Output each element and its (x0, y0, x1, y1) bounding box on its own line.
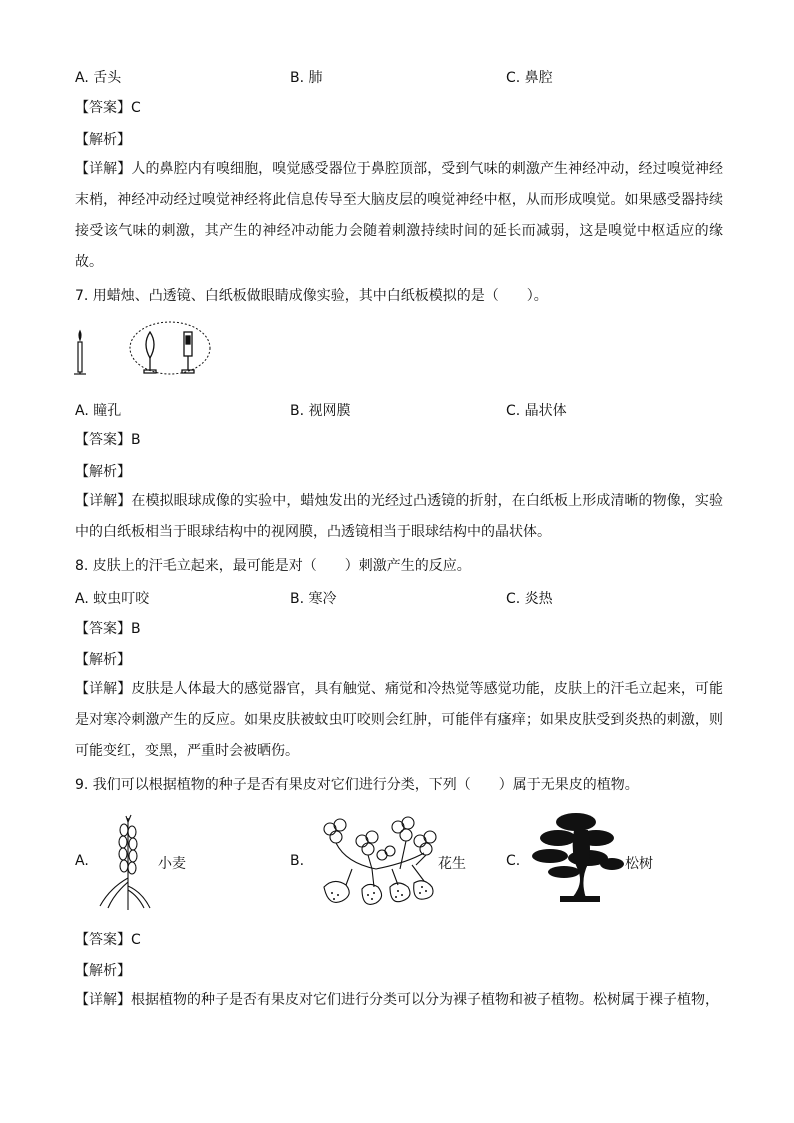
q9-option-b-name: 花生 (438, 856, 466, 872)
q8-option-a: A. 蚊虫叮咬 (75, 591, 150, 607)
pine-tree-icon (530, 808, 626, 908)
peanut-plant-icon (312, 815, 440, 911)
q6-detail: 【详解】人的鼻腔内有嗅细胞，嗅觉感受器位于鼻腔顶部，受到气味的刺激产生神经冲动，经过嗅觉神经末梢，神经冲动经过嗅觉神经将此信息传导至大脑皮层的嗅觉神经中枢，从而形成嗅觉。如果感受器持续接受该气味的刺激，其产生的神经冲动能力会随着刺激持续时间的延长而减弱，这是嗅觉中枢适应的缘故。 (75, 161, 723, 270)
q6-analysis-label: 【解析】 (75, 132, 131, 148)
q8-detail: 【详解】皮肤是人体最大的感觉器官，具有触觉、痛觉和冷热觉等感觉功能，皮肤上的汗毛立起来，可能是对寒冷刺激产生的反应。如果皮肤被蚊虫叮咬则会红肿，可能伴有瘙痒；如果皮肤受到炎热的刺激，则可能变红，变黑，严重时会被晒伤。 (75, 681, 723, 759)
wheat-icon (98, 812, 158, 912)
q8-analysis-label: 【解析】 (75, 652, 131, 668)
q8-option-c: C. 炎热 (506, 591, 553, 607)
q6-option-a: A. 舌头 (75, 70, 122, 86)
q9-option-a-name: 小麦 (158, 856, 186, 872)
q9-option-a-letter: A. (75, 853, 89, 869)
q7-question: 7. 用蜡烛、凸透镜、白纸板做眼睛成像实验，其中白纸板模拟的是（ ）。 (75, 288, 548, 304)
q9-analysis-label: 【解析】 (75, 963, 131, 979)
eyeball-outline (130, 322, 210, 374)
q9-option-c-name: 松树 (625, 856, 653, 872)
q7-option-b: B. 视网膜 (290, 403, 351, 419)
q6-answer: 【答案】C (75, 100, 141, 116)
white-board-icon (182, 332, 194, 373)
q6-option-c: C. 鼻腔 (506, 70, 553, 86)
q9-question: 9. 我们可以根据植物的种子是否有果皮对它们进行分类，下列（ ）属于无果皮的植物。 (75, 777, 639, 793)
q7-option-a: A. 瞳孔 (75, 403, 122, 419)
convex-lens-icon (144, 332, 156, 373)
q8-question: 8. 皮肤上的汗毛立起来，最可能是对（ ）刺激产生的反应。 (75, 558, 471, 574)
q8-answer: 【答案】B (75, 621, 141, 637)
q9-detail: 【详解】根据植物的种子是否有果皮对它们进行分类可以分为裸子植物和被子植物。松树属于裸子植物， (75, 992, 719, 1008)
q9-option-b-letter: B. (290, 853, 305, 869)
q9-option-c-letter: C. (506, 853, 521, 869)
eye-model-figure (70, 318, 210, 382)
q6-option-b: B. 肺 (290, 70, 323, 86)
q7-option-c: C. 晶状体 (506, 403, 567, 419)
q7-analysis-label: 【解析】 (75, 464, 131, 480)
q9-answer: 【答案】C (75, 932, 141, 948)
q7-detail: 【详解】在模拟眼球成像的实验中，蜡烛发出的光经过凸透镜的折射，在白纸板上形成清晰的物像，实验中的白纸板相当于眼球结构中的视网膜，凸透镜相当于眼球结构中的晶状体。 (75, 493, 723, 540)
q8-option-b: B. 寒冷 (290, 591, 337, 607)
q7-answer: 【答案】B (75, 432, 141, 448)
candle-icon (74, 331, 86, 374)
